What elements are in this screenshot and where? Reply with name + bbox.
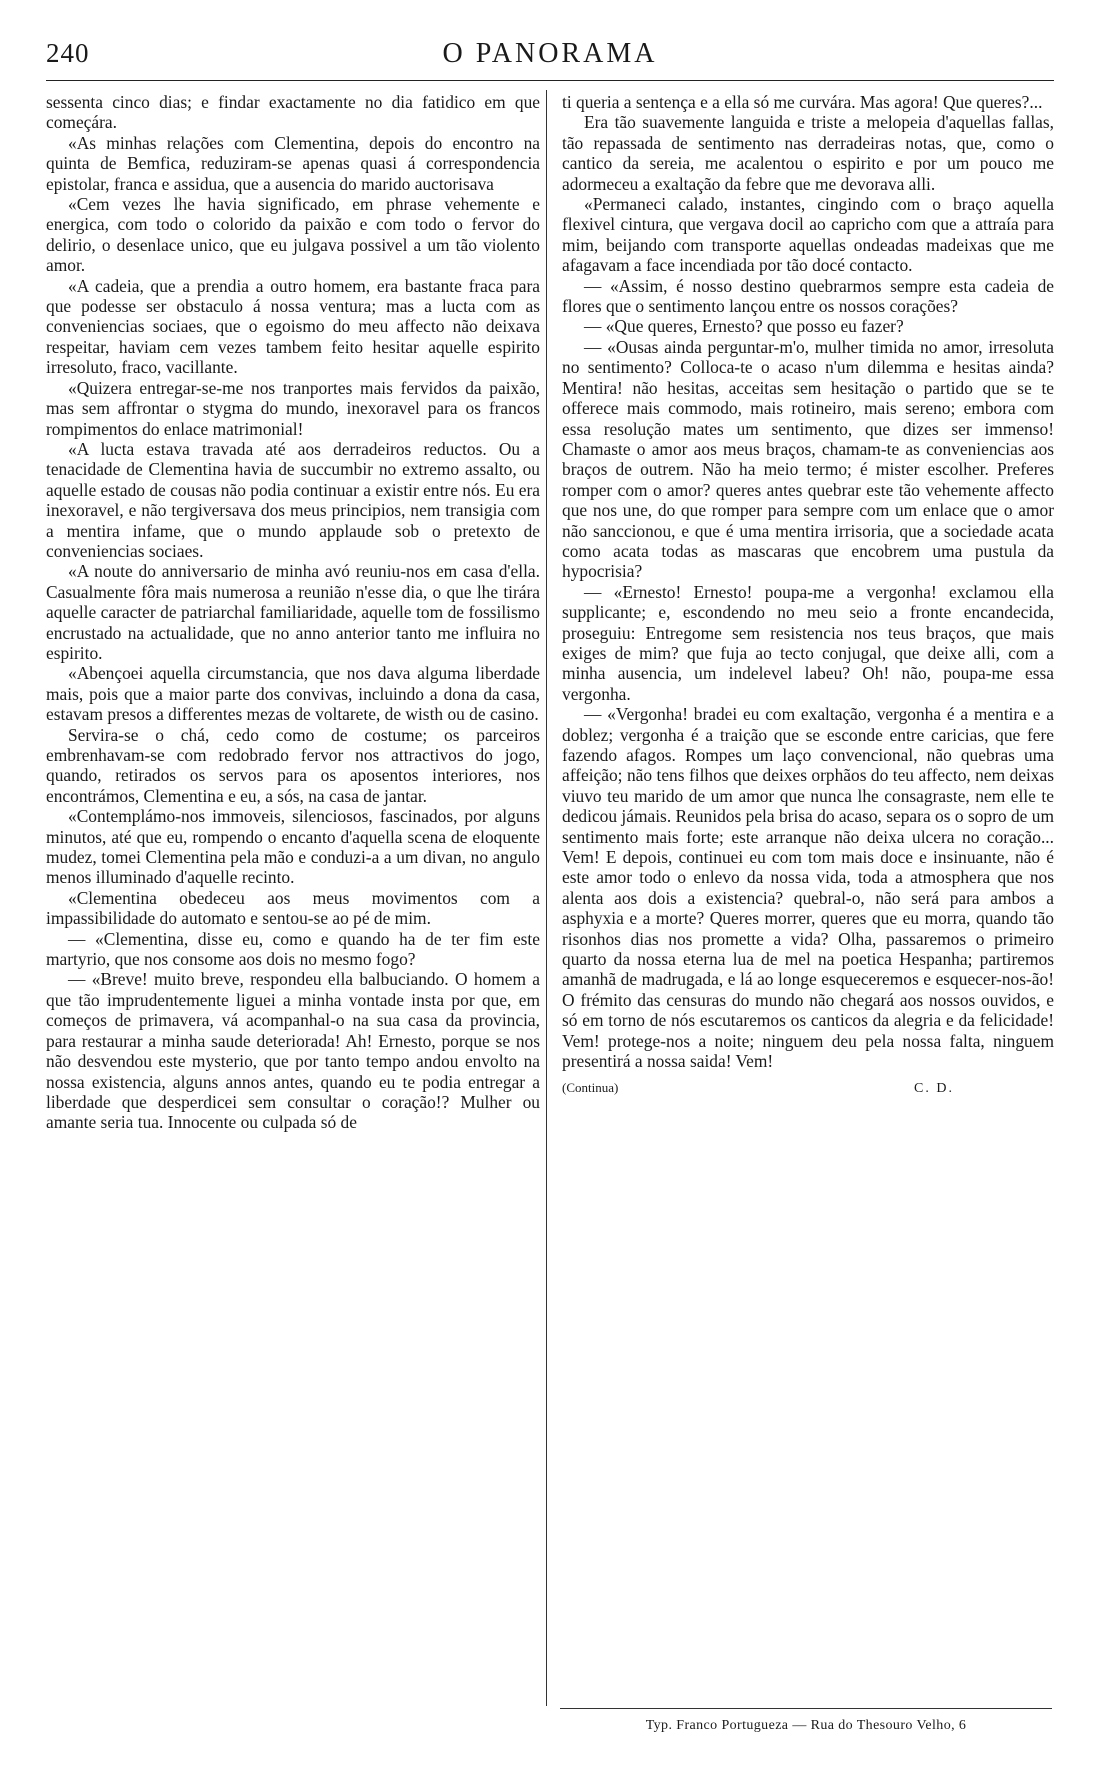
paragraph: — «Que queres, Ernesto? que posso eu fazer? [584,316,904,337]
paragraph: sessenta cinco dias; e findar exactamente no dia fatidico em que começára. [46,92,540,133]
paragraph: «A cadeia, que a prendia a outro homem, era bastante fraca para que podesse ser obstaculo á nossa ventura; mas a lucta com as conveniencias sociaes, que o egoismo do meu affecto não deixava respeitar, haviam cem vezes tambem feito hesitar aquelle espirito irresoluto, fraco, vacillante. [46,275,540,378]
paragraph: — «Breve! muito breve, respondeu ella balbuciando. O homem a que tão imprudentemente liguei a minha vontade insta por que, em começos de primavera, vá acompanhal-o na sua casa da provincia, para restaurar a minha saude deteriorada! Ah! Ernesto, porque se nos não desvendou este mysterio, que por tanto tempo andou envolto na nossa existencia, alguns annos antes, quando eu te podia entregar a liberdade que desperdicei sem consultar o coração!? Mulher ou amante seria tua. Innocente ou culpada só de [46,969,540,1133]
author-signature: C. D. [914,1080,954,1096]
printer-imprint: Typ. Franco Portugueza — Rua do Thesouro Velho, 6 [645,1718,967,1733]
footer-rule [560,1708,1052,1709]
header-rule [46,80,1054,81]
paragraph: «Clementina obedeceu aos meus movimentos com a impassibilidade do automato e sentou-se ao pé de mim. [46,887,540,929]
paragraph: «Contemplámo-nos immoveis, silenciosos, fascinados, por alguns minutos, até que eu, rompendo o encanto d'aquella scena de eloquente mudez, tomei Clementina pela mão e conduzi-a a um divan, no angulo menos illuminado d'aquelle recinto. [46,806,540,888]
paragraph: Era tão suavemente languida e triste a melopeia d'aquellas fallas, tão repassada de sentimento nas derradeiras notas, que, como o cantico da sereia, me acalentou o espirito e por um pouco me adormeceu a exaltação da febre que me devorava alli. [562,112,1054,194]
paragraph: «Abençoei aquella circumstancia, que nos dava alguma liberdade mais, pois que a maior parte dos convivas, incluindo a dona da casa, estavam presos a differentes mezas de voltarete, de wisth ou de casino. [46,663,540,725]
paragraph: — «Ernesto! Ernesto! poupa-me a vergonha! exclamou ella supplicante; e, escondendo no meu seio a fronte encandecida, proseguiu: Entregome sem resistencia nos teus braços, que mais exiges de mim? que fuja ao tecto conjugal, que deixe alli, com a minha ausencia, um indelevel labeu? Oh! não, poupa-me essa vergonha. [562,581,1054,704]
journal-title: O PANORAMA [442,38,658,69]
paragraph: «Quizera entregar-se-me nos tranportes mais fervidos da paixão, mas sem affrontar o stygma do mundo, inexoravel para os francos rompimentos do enlace matrimonial! [46,377,540,439]
paragraph: Servira-se o chá, cedo como de costume; os parceiros embrenhavam-se com redobrado fervor nos attractivos do jogo, quando, retirados os servos para os aposentos interiores, nos encontrámos, Clementina e eu, a sós, na casa de jantar. [46,724,540,806]
paragraph: «Permaneci calado, instantes, cingindo com o braço aquella flexivel cintura, que vergava docil ao capricho com que a attraía para mim, beijando com transporte aquellas ondeadas madeixas que me afagavam a face incendiada por tão docé contacto. [562,194,1054,276]
signoff [562,1078,1054,1099]
paragraph: — «Clementina, disse eu, como e quando ha de ter fim este martyrio, que nos consome aos dois no mesmo fogo? [46,928,540,970]
page-number: 240 [46,38,90,68]
paragraph: «A noute do anniversario de minha avó reuniu-nos em casa d'ella. Casualmente fôra mais numerosa a reunião n'esse dia, o que lhe tirára aquelle caracter de patriarchal familiaridade, aquelle tom de fossilismo encrustado na actualidade, que no anno anterior tanto me influira no espirito. [46,561,540,663]
paragraph: «As minhas relações com Clementina, depois do encontro na quinta de Bemfica, reduziram-se apenas quasi á correspondencia epistolar, franca e assidua, que a ausencia do marido auctorisava [46,132,540,194]
paragraph: — «Assim, é nosso destino quebrarmos sempre esta cadeia de flores que o sentimento lançou entre os nossos corações? [562,275,1054,317]
column-divider [546,90,547,1706]
paragraph: «A lucta estava travada até aos derradeiros reductos. Ou a tenacidade de Clementina havia de succumbir no extremo assalto, ou aquelle estado de cousas não podia continuar a existir entre nós. Eu era inexoravel, e não tergiversava dos meus principios, nem transigia com a mentira infame, que o mundo applaude sob o pretexto de conveniencias sociaes. [46,438,541,561]
paragraph: ti queria a sentença e a ella só me curvára. Mas agora! Que queres?... [562,92,1043,112]
continua-note: (Continua) [562,1079,619,1095]
paragraph: «Cem vezes lhe havia significado, em phrase vehemente e energica, com todo o colorido da paixão e com todo o fervor do delirio, o desenlace unico, que eu julgava possivel a um tão violento amor. [46,194,540,276]
running-head [46,38,1054,76]
paragraph: — «Ousas ainda perguntar-m'o, mulher timida no amor, irresoluta no sentimento? Colloca-te o acaso n'um dilemma e hesitas ainda? Mentira! não hesitas, acceitas sem hesitação o partido que se te offerece mais commodo, mais rotineiro, mais sereno; embora com essa resolução mates um sentimento, que dizes ser immenso! Chamaste o amor aos meus braços, chamam-te as conveniencias aos braços de outrem. Não ha meio termo; é mister escolher. Preferes romper com o amor? queres antes quebrar este tão vehemente affecto que nos une, do que romper para sempre com um enlace que o amor não sanccionou, e que é uma mentira irrisoria, que a sociedade acata como acata todas as mascaras que encobrem uma pustula da hypocrisia? [562,336,1054,582]
paragraph: — «Vergonha! bradei eu com exaltação, vergonha é a mentira e a doblez; vergonha é a traição que se esconde entre caricias, que fere fazendo afagos. Rompes um laço convencional, não quebras uma affeição; não tens filhos que deixes orphãos do teu affecto, nem deixas viuvo teu marido de um amor que nunca lhe consagraste, nem elle te dedicou jámais. Reunidos pela brisa do acaso, separa os o sopro de um sentimento mais forte; este arranque não deixa ulcera no coração... Vem! E depois, continuei eu com tom mais doce e insinuante, não é este amor todo o enlevo da nossa vida, toda a atmosphera que nos alenta aos dois a existencia? quebral-o, não será para ambos a asphyxia e a morte? Queres morrer, queres que eu morra, quando tão risonhos dias nos promette a vida? Olha, passaremos o primeiro quarto da nossa eterna lua de mel na poetica Hespanha; partiremos amanhã de madrugada, e lá ao longe esqueceremos e esquecer-nos-ão! O frémito das censuras do mundo não chegará aos nossos ouvidos, e só em torno de nós escutaremos os canticos da alegria e da felicidade! Vem! protege-nos a noite; ninguem deu pela nossa falta, ninguem presentirá a nossa saida! Vem! [562,704,1054,1072]
right-column [562,92,1054,1099]
left-column [46,92,540,1133]
